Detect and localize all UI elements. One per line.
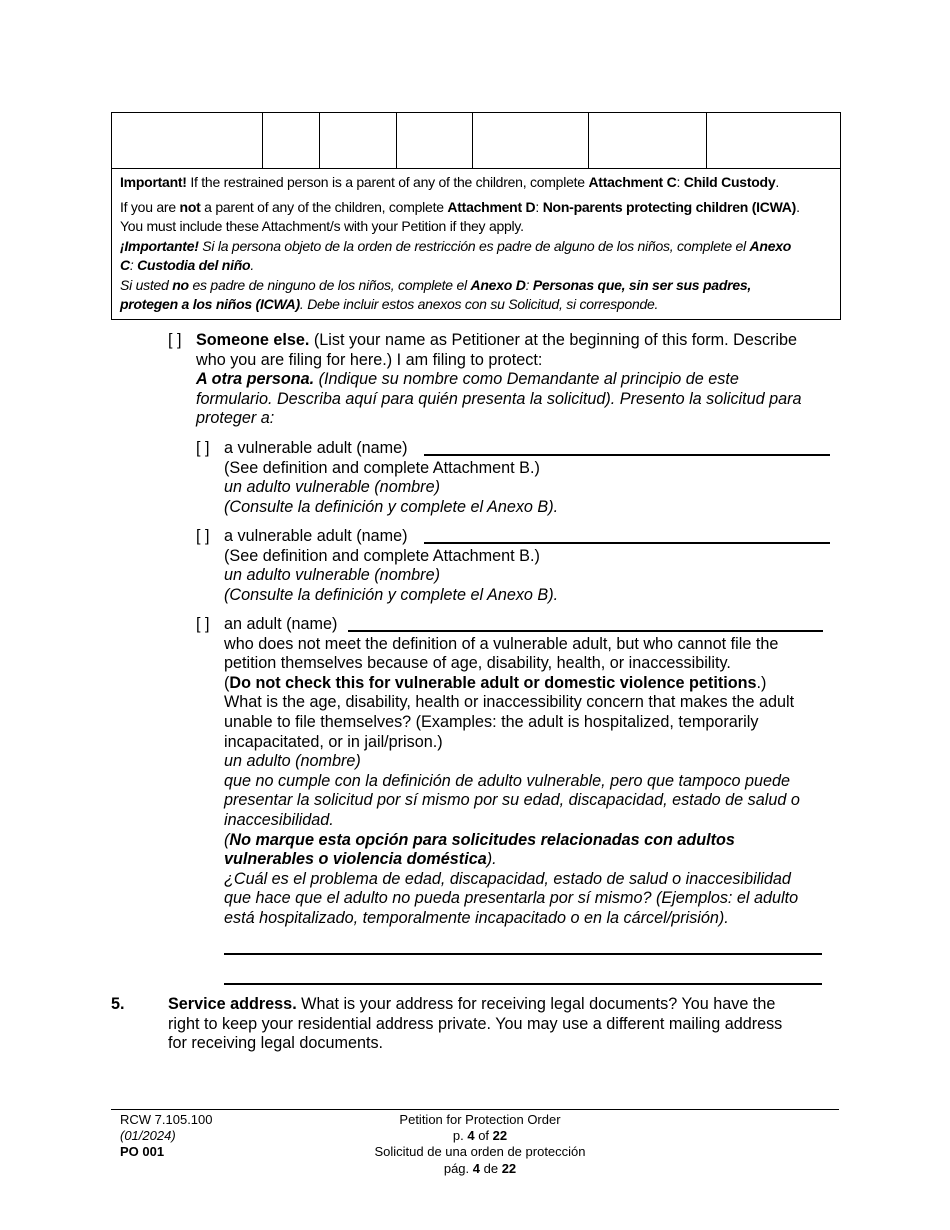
footer-divider	[111, 1109, 839, 1110]
footer-rcw: RCW 7.105.100	[120, 1112, 213, 1127]
section-number: 5.	[111, 995, 125, 1013]
adult-warning-es	[224, 831, 800, 851]
text: inaccesibilidad.	[224, 810, 334, 829]
text: vulnerables o violencia doméstica	[224, 850, 487, 869]
notice-en-line1	[120, 173, 832, 193]
text: está hospitalizado, temporalmente incapacitado o en la cárcel/prisión).	[224, 908, 729, 927]
notice-text: no	[172, 276, 189, 293]
table-cell[interactable]	[473, 113, 589, 169]
text: (Consulte la definición y complete el Anexo B).	[224, 497, 559, 516]
footer-page-en	[330, 1128, 630, 1144]
adult-warning-es-cont	[224, 850, 800, 870]
page-total: 22	[492, 1128, 508, 1144]
footer-center	[330, 1112, 630, 1177]
notice-text: C	[120, 257, 130, 273]
adult-option	[224, 615, 800, 929]
text: Do not check this for vulnerable adult or domestic violence petitions	[229, 673, 757, 692]
someone-else-title: Someone else.	[196, 331, 310, 349]
text: un adulto vulnerable (nombre)	[224, 478, 440, 497]
page-number: 4	[472, 1160, 480, 1176]
table-cell[interactable]	[320, 113, 397, 169]
notice-text: protegen a los niños (ICWA)	[120, 296, 300, 312]
text: unable to file themselves? (Examples: the adult is hospitalized, temporarily	[224, 712, 759, 731]
vulnerable-adult-option-2	[224, 527, 558, 605]
notice-text: If the restrained person is a parent of any of the children, complete	[186, 174, 589, 190]
notice-text: .	[775, 174, 780, 190]
notice-text: ¡Importante!	[120, 237, 199, 254]
text: (Consulte la definición y complete el Anexo B).	[224, 585, 559, 604]
text: que hace que el adulto no pueda presentarla por sí mismo? (Ejemplos: el adulto	[224, 889, 799, 908]
page-total: 22	[501, 1160, 517, 1176]
text: formulario. Describa aquí para quién presenta la solicitud). Presento la solicitud para	[196, 389, 802, 408]
text: of	[474, 1128, 493, 1144]
adult-checkbox[interactable]: [ ]	[196, 615, 210, 633]
notice-text: .	[796, 198, 800, 215]
notice-text: Custodia del niño	[137, 257, 251, 273]
text: who does not meet the definition of a vulnerable adult, but who cannot file the	[224, 634, 779, 653]
notice-text: If you are	[120, 198, 180, 215]
service-address-section	[168, 995, 782, 1054]
text: (List your name as Petitioner at the beginning of this form. Describe	[309, 331, 798, 349]
notice-text: Si la persona objeto de la orden de restricción es padre de alguno de los niños, complete el	[198, 237, 750, 254]
vulnerable-adult-name-field-2[interactable]	[424, 542, 830, 544]
notice-text: Si usted	[120, 276, 173, 293]
page-number: 4	[467, 1128, 475, 1144]
text: petition themselves because of age, disability, health, or inaccessibility.	[224, 654, 731, 673]
text: presentar la solicitud por sí mismo por su edad, discapacidad, estado de salud o	[224, 791, 800, 810]
text: .)	[756, 673, 767, 692]
footer-date: (01/2024)	[120, 1128, 176, 1144]
adult-name-field[interactable]	[348, 630, 823, 632]
text: What is your address for receiving legal documents? You have the	[296, 995, 776, 1013]
notice-text: Anexo D	[470, 276, 526, 293]
someone-else-line	[196, 331, 802, 351]
notice-text: not	[179, 198, 201, 215]
notice-es-line1	[120, 237, 832, 276]
notice-text: Important!	[120, 174, 187, 190]
notice-text: :	[129, 257, 138, 273]
adult-concern-field-1[interactable]	[224, 953, 822, 955]
notice-text: . Debe incluir estos anexos con su Solicitud, si corresponde.	[299, 296, 659, 312]
text: who you are filing for here.) I am filing to protect:	[196, 350, 543, 369]
footer-title-es: Solicitud de una orden de protección	[374, 1144, 586, 1160]
text: ).	[486, 850, 497, 869]
notice-text: :	[525, 276, 533, 293]
someone-else-es-line	[196, 370, 802, 390]
notice-text: Personas que, sin ser sus padres,	[532, 276, 752, 293]
text: ¿Cuál es el problema de edad, discapacidad, estado de salud o inaccesibilidad	[224, 869, 791, 888]
someone-else-es-title: A otra persona.	[196, 370, 315, 389]
notice-en-line3	[120, 217, 832, 237]
notice-text: Attachment D	[447, 198, 536, 215]
text: de	[480, 1160, 502, 1176]
notice-text: es padre de ninguno de los niños, complete el	[188, 276, 471, 293]
table-cell[interactable]	[112, 113, 263, 169]
service-address-title: Service address.	[168, 995, 297, 1013]
text: proteger a:	[196, 409, 275, 428]
vulnerable-adult-name-field-1[interactable]	[424, 454, 830, 456]
notice-text: .	[250, 257, 254, 273]
someone-else-checkbox[interactable]: [ ]	[168, 331, 182, 349]
text: for receiving legal documents.	[168, 1034, 384, 1053]
notice-text: :	[676, 174, 684, 190]
text: p.	[452, 1128, 468, 1144]
vulnerable-adult-checkbox-1[interactable]: [ ]	[196, 439, 210, 457]
table-cell[interactable]	[397, 113, 473, 169]
notice-en-line2	[120, 198, 832, 218]
notice-es-line2	[120, 276, 832, 315]
notice-text: You must include these Attachment/s with your Petition if they apply.	[120, 218, 524, 234]
table-cell[interactable]	[589, 113, 707, 169]
text: pág.	[443, 1160, 473, 1176]
table-cell[interactable]	[707, 113, 841, 169]
notice-text: Attachment C	[588, 174, 677, 190]
important-notice	[112, 169, 841, 320]
vulnerable-adult-option-1	[224, 439, 558, 517]
footer-form-number: PO 001	[120, 1144, 165, 1160]
text: What is the age, disability, health or inaccessibility concern that makes the adult	[224, 693, 795, 712]
section-5-number	[111, 995, 125, 1015]
notice-text: :	[535, 198, 543, 215]
text: incapacitated, or in jail/prison.)	[224, 732, 443, 751]
adult-concern-field-2[interactable]	[224, 983, 822, 985]
adult-warning	[224, 674, 800, 694]
table-row	[112, 169, 841, 320]
vulnerable-adult-label: a vulnerable adult (name)	[224, 439, 408, 457]
notice-text: Child Custody	[683, 174, 776, 190]
text: (	[224, 673, 230, 692]
vulnerable-adult-checkbox-2[interactable]: [ ]	[196, 527, 210, 545]
text: un adulto vulnerable (nombre)	[224, 566, 440, 585]
text: (Indique su nombre como Demandante al principio de este	[314, 370, 739, 389]
notice-text: Anexo	[749, 237, 792, 254]
text: No marque esta opción para solicitudes relacionadas con adultos	[229, 830, 735, 849]
text: (	[224, 830, 230, 849]
vulnerable-adult-label: a vulnerable adult (name)	[224, 527, 408, 545]
someone-else-text	[196, 331, 802, 429]
text: un adulto (nombre)	[224, 752, 361, 771]
service-address-line	[168, 995, 782, 1015]
text: que no cumple con la definición de adulto vulnerable, pero que tampoco puede	[224, 771, 791, 790]
adult-label: an adult (name)	[224, 615, 338, 633]
footer-left	[120, 1112, 213, 1161]
children-table	[111, 112, 841, 320]
table-cell[interactable]	[263, 113, 320, 169]
text: (See definition and complete Attachment B.)	[224, 546, 540, 565]
footer-title-en: Petition for Protection Order	[399, 1112, 561, 1127]
text: right to keep your residential address private. You may use a different mailing address	[168, 1014, 783, 1033]
notice-text: Non-parents protecting children (ICWA)	[542, 198, 797, 215]
notice-text: a parent of any of the children, complete	[200, 198, 448, 215]
table-row	[112, 113, 841, 169]
footer-page-es	[330, 1161, 630, 1177]
text: (See definition and complete Attachment B.)	[224, 458, 540, 477]
